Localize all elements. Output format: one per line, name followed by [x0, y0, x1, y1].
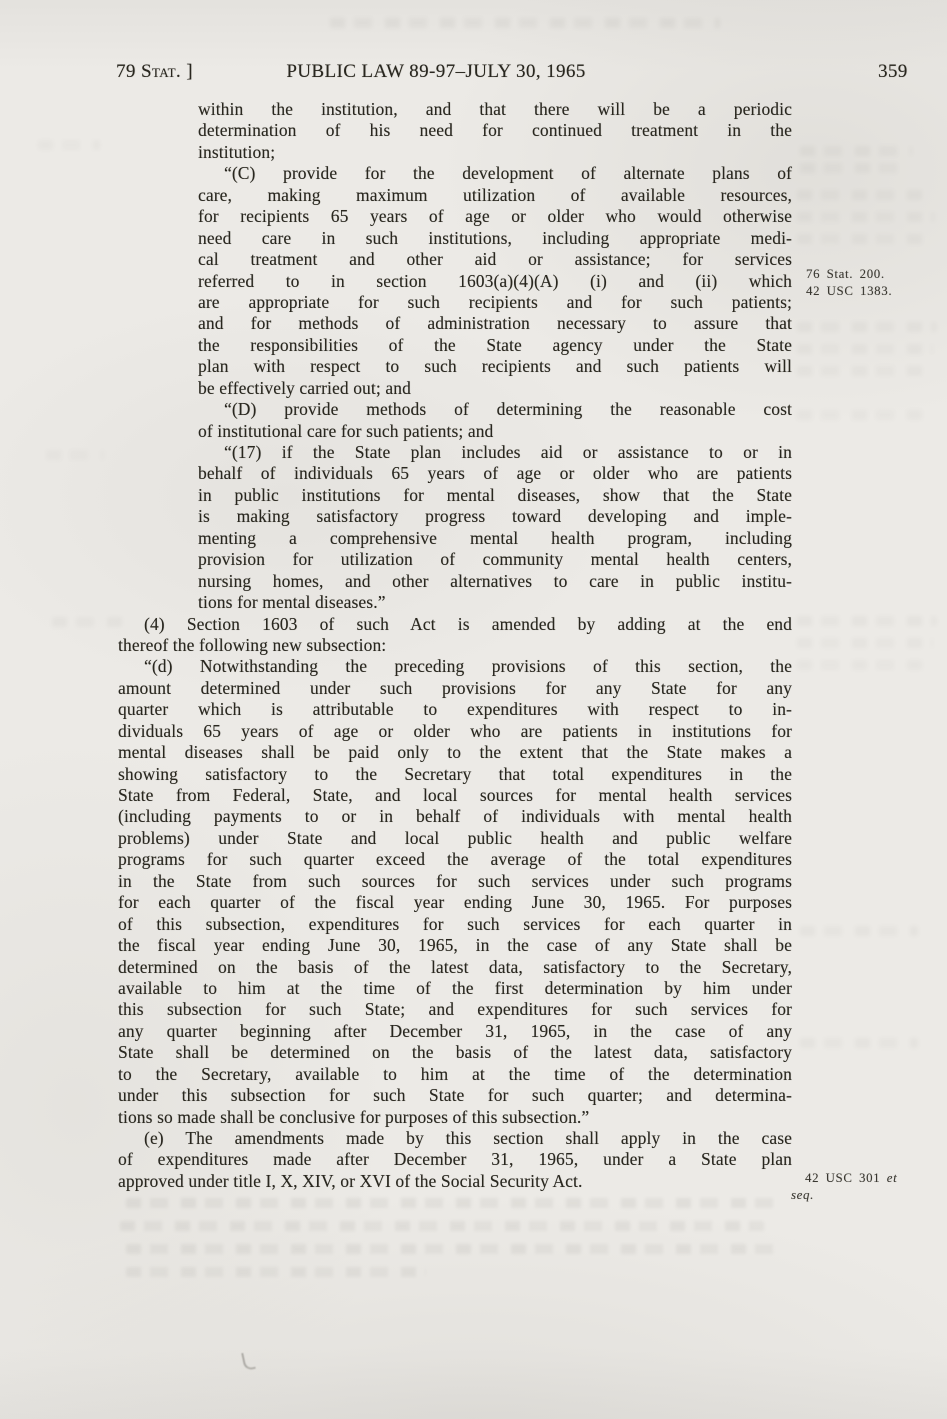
text-line: the responsibilities of the State agency under the State: [198, 334, 792, 355]
statute-paragraph: [198, 99, 792, 163]
margin-note-citation: [806, 266, 892, 299]
text-line: tions for mental diseases.”: [198, 592, 386, 613]
text-line: in the State from such sources for such services under such programs: [118, 870, 792, 891]
text-line: of institutional care for such patients; and: [198, 420, 494, 441]
text-line: State from Federal, State, and local sources for mental health services: [118, 785, 792, 805]
bleed-through-smudge: [38, 140, 100, 150]
bleed-through-smudge: [126, 1198, 782, 1208]
text-line: mental diseases shall be paid only to the extent that the State makes a: [118, 742, 792, 763]
citation-line: seq.: [791, 1187, 815, 1202]
bleed-through-smudge: [52, 617, 124, 627]
text-line: provision for utilization of community mental health centers,: [198, 549, 792, 570]
bleed-through-smudge: [800, 163, 900, 173]
text-line: any quarter beginning after December 31, 1965, in the case of any: [118, 1020, 792, 1041]
text-line: is making satisfactory progress toward developing and imple-: [198, 506, 792, 527]
text-line: plan with respect to such recipients and such patients will: [198, 356, 792, 377]
bleed-through-smudge: [800, 926, 918, 936]
bleed-through-smudge: [797, 660, 923, 670]
text-line: problems) under State and local public health and public welfare: [118, 827, 792, 848]
text-line: menting a comprehensive mental health program, including: [198, 527, 792, 548]
text-line: in public institutions for mental diseases, show that the State: [198, 484, 792, 505]
stray-ink-mark: [241, 1351, 256, 1371]
text-line: programs for such quarter exceed the average of the total expenditures: [118, 849, 792, 870]
text-line: (4) Section 1603 of such Act is amended by adding at the end: [144, 613, 792, 634]
text-line: “(D) provide methods of determining the reasonable cost: [224, 399, 792, 420]
text-line: (e) The amendments made by this section shall apply in the case: [144, 1128, 792, 1148]
text-line: quarter which is attributable to expenditures with respect to in-: [118, 699, 792, 720]
text-line: for recipients 65 years of age or older who would otherwise: [198, 206, 792, 227]
bleed-through-smudge: [797, 212, 935, 222]
text-line: amount determined under such provisions for any State for any: [118, 677, 792, 698]
text-line: (including payments to or in behalf of individuals with mental health: [118, 806, 792, 827]
text-line: of this subsection, expenditures for such services for each quarter in: [118, 913, 792, 934]
text-line: to the Secretary, available to him at the time of the determination: [118, 1063, 792, 1084]
bleed-through-smudge: [797, 344, 933, 354]
text-line: be effectively carried out; and: [198, 377, 411, 398]
bleed-through-smudge: [797, 366, 925, 376]
text-line: tions so made shall be conclusive for purposes of this subsection.”: [118, 1106, 590, 1127]
bleed-through-smudge: [126, 1267, 426, 1277]
law-title: PUBLIC LAW 89-97–JULY 30, 1965: [286, 61, 586, 82]
bleed-through-smudge: [120, 1221, 764, 1231]
bleed-through-smudge: [797, 410, 929, 420]
bleed-through-smudge: [800, 146, 912, 156]
bleed-through-smudge: [797, 322, 937, 332]
text-line: for each quarter of the fiscal year ending June 30, 1965. For purposes: [118, 892, 792, 913]
text-line: “(17) if the State plan includes aid or assistance to or in: [224, 442, 792, 462]
bleed-through-smudge: [126, 1244, 776, 1254]
statute-paragraph: [198, 163, 792, 399]
text-line: institution;: [198, 141, 276, 162]
text-line: determination of his need for continued treatment in the: [198, 120, 792, 141]
text-line: dividuals 65 years of age or older who are patients in institutions for: [118, 720, 792, 741]
citation-line: 42 USC 301 et: [805, 1171, 898, 1185]
volume-citation: 79 Stat. ]: [116, 61, 193, 82]
text-line: “(C) provide for the development of alternate plans of: [224, 163, 792, 184]
statute-paragraph: [198, 442, 792, 614]
text-line: cal treatment and other aid or assistance; for services: [198, 249, 792, 270]
text-line: care, making maximum utilization of available resources,: [198, 184, 792, 205]
page-number: 359: [878, 61, 908, 82]
text-line: of expenditures made after December 31, 1965, under a State plan: [118, 1149, 792, 1170]
statute-paragraph: [118, 656, 792, 1128]
citation-line: 42 USC 1383.: [806, 283, 893, 298]
text-line: nursing homes, and other alternatives to care in public institu-: [198, 570, 792, 591]
text-line: showing satisfactory to the Secretary that total expenditures in the: [118, 763, 792, 784]
bleed-through-smudge: [797, 638, 933, 648]
text-line: available to him at the time of the first determination by him under: [118, 977, 792, 998]
text-line: thereof the following new subsection:: [118, 634, 387, 655]
text-line: the fiscal year ending June 30, 1965, in the case of any State shall be: [118, 935, 792, 956]
statute-paragraph: [118, 1128, 792, 1192]
bleed-through-smudge: [46, 450, 104, 460]
text-line: need care in such institutions, including appropriate medi-: [198, 227, 792, 248]
text-line: under this subsection for such State for such quarter; and determina-: [118, 1085, 792, 1106]
bleed-through-smudge: [797, 616, 937, 626]
text-line: behalf of individuals 65 years of age or older who are patients: [198, 463, 792, 484]
text-line: “(d) Notwithstanding the preceding provisions of this section, the: [144, 656, 792, 677]
bleed-through-smudge: [797, 234, 923, 244]
text-line: determined on the basis of the latest data, satisfactory to the Secretary,: [118, 956, 792, 977]
text-line: referred to in section 1603(a)(4)(A) (i) and (ii) which: [198, 270, 792, 291]
text-line: and for methods of administration necessary to assure that: [198, 313, 792, 334]
bleed-through-smudge: [797, 190, 929, 200]
text-line: are appropriate for such recipients and for such patients;: [198, 291, 792, 312]
margin-note-citation: [791, 1170, 897, 1203]
text-line: approved under title I, X, XIV, or XVI of the Social Security Act.: [118, 1170, 583, 1191]
text-line: State shall be determined on the basis of the latest data, satisfactory: [118, 1042, 792, 1063]
statute-paragraph: [198, 399, 792, 442]
body-column: [118, 99, 792, 1192]
citation-line: 76 Stat. 200.: [806, 267, 885, 281]
bleed-through-smudge: [330, 18, 720, 28]
text-line: within the institution, and that there will be a periodic: [198, 99, 792, 119]
statute-paragraph: [118, 614, 792, 657]
text-line: this subsection for such State; and expenditures for such services for: [118, 999, 792, 1020]
bleed-through-smudge: [800, 1038, 918, 1048]
